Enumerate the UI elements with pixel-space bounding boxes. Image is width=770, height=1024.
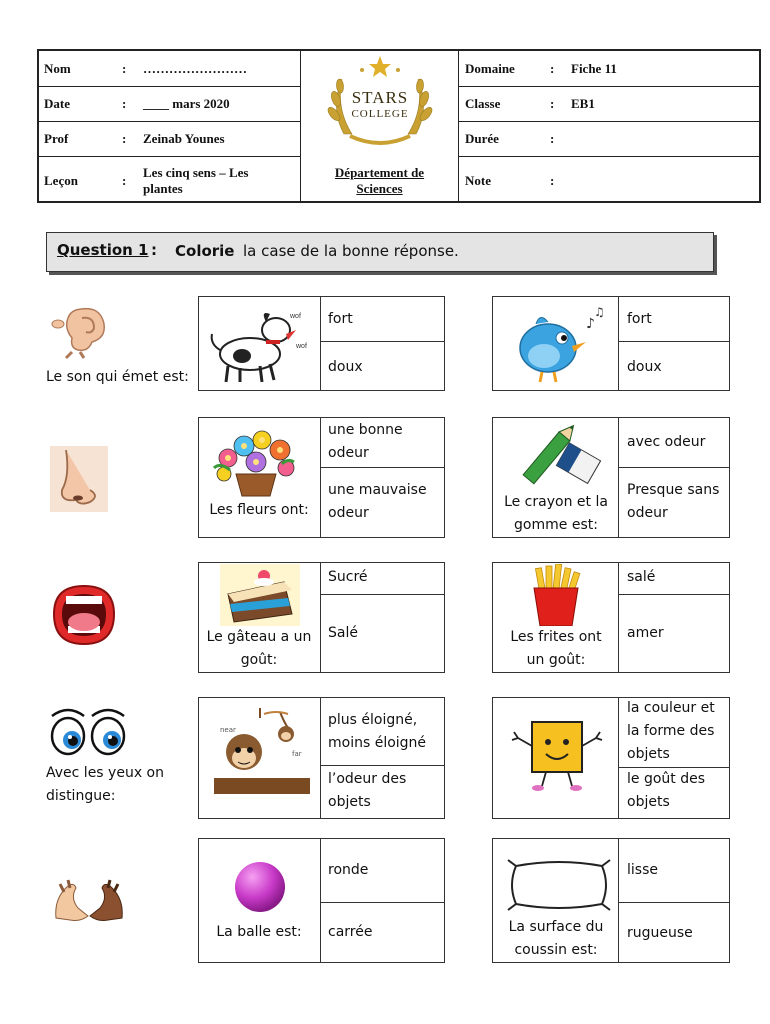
caption-line: Avec les yeux on [46, 765, 164, 781]
nom-value: …………………… [143, 61, 247, 76]
question-colon: : [151, 241, 157, 259]
box-divider [618, 562, 619, 673]
box-divider [618, 341, 730, 342]
box-divider [320, 902, 445, 903]
barking-dog-icon [206, 300, 312, 386]
option-1[interactable] [328, 709, 426, 755]
option-text: salé [627, 569, 656, 585]
option-2[interactable] [328, 921, 372, 944]
date-colon: : [122, 96, 127, 111]
option-2[interactable] [328, 622, 358, 645]
option-text: avec odeur [627, 434, 706, 450]
question-verb: Colorie [175, 242, 235, 260]
logo-text-college: COLLEGE [351, 108, 409, 120]
item-caption [495, 626, 617, 672]
near-label: near [220, 726, 236, 734]
header-row-line [37, 121, 300, 122]
pencil-eraser-icon [516, 420, 602, 488]
box-divider [618, 417, 619, 538]
far-label: far [292, 750, 302, 758]
option-text: la couleur et [627, 700, 715, 716]
lecon-colon: : [122, 173, 127, 188]
option-text: fort [627, 311, 652, 327]
box-divider [320, 296, 321, 391]
option-text: doux [627, 359, 662, 375]
svg-text:wof: wof [296, 343, 307, 350]
header-divider [458, 49, 459, 203]
header-row-line [37, 156, 300, 157]
logo-text-stars: STARS [351, 88, 409, 107]
option-1[interactable] [627, 859, 658, 882]
option-2[interactable] [328, 356, 363, 379]
flower-pot-icon [210, 428, 302, 498]
mouth-icon [50, 580, 118, 650]
option-text: ronde [328, 862, 369, 878]
caption-line: La surface du [508, 919, 604, 935]
option-text: doux [328, 359, 363, 375]
svg-text:♪: ♪ [586, 316, 595, 332]
caption-line: Le gâteau a un [206, 629, 312, 645]
option-text: Presque sans [627, 482, 720, 498]
caption-line: goût: [240, 652, 278, 668]
lecon-value-line1: Les cinq sens – Les [143, 165, 249, 180]
domaine-label: Domaine [465, 61, 515, 76]
item-caption: Les fleurs ont: [209, 502, 309, 518]
cake-icon [220, 564, 300, 626]
domaine-colon: : [550, 61, 555, 76]
box-divider [320, 765, 445, 766]
option-text: objets [627, 794, 670, 810]
fries-icon [528, 564, 584, 626]
nom-colon: : [122, 61, 127, 76]
box-divider [618, 902, 730, 903]
header-row-line [458, 121, 761, 122]
svg-text:♫: ♫ [594, 305, 605, 319]
option-text: une mauvaise [328, 482, 427, 498]
lecon-value-line2: plantes [143, 181, 183, 196]
option-text: la forme des [627, 723, 715, 739]
option-1[interactable] [627, 566, 655, 589]
department-label [301, 165, 458, 197]
singing-bird-icon [506, 302, 610, 386]
box-divider [320, 341, 445, 342]
item-caption [495, 491, 617, 537]
header-row-line [458, 86, 761, 87]
option-1[interactable] [328, 419, 403, 465]
caption-line: Les frites ont [510, 629, 602, 645]
option-text: objets [328, 794, 371, 810]
box-divider [320, 562, 321, 673]
caption-line: distingue: [46, 788, 116, 804]
option-text: odeur [328, 445, 369, 461]
prof-colon: : [122, 131, 127, 146]
classe-colon: : [550, 96, 555, 111]
monkeys-near-far-icon [214, 708, 310, 794]
option-text: une bonne [328, 422, 403, 438]
option-text: le goût des [627, 771, 706, 787]
eyes-icon [46, 702, 130, 758]
caption-line: Le crayon et la [504, 494, 608, 510]
question-banner [46, 232, 714, 272]
domaine-value: Fiche 11 [571, 61, 617, 76]
smiling-square-icon [510, 718, 606, 798]
option-1[interactable] [328, 859, 368, 882]
option-1[interactable] [627, 308, 652, 331]
lecon-label: Leçon [44, 173, 78, 188]
option-text: Salé [328, 625, 358, 641]
duree-colon: : [550, 131, 555, 146]
option-2[interactable] [627, 622, 664, 645]
option-2[interactable] [627, 922, 693, 945]
option-text: odeur [627, 505, 668, 521]
prof-value: Zeinab Younes [143, 131, 225, 146]
cushion-icon [506, 858, 612, 912]
caption-line: gomme est: [514, 517, 598, 533]
nose-icon [50, 446, 108, 512]
note-label: Note [465, 173, 491, 188]
note-colon: : [550, 173, 555, 188]
nom-label: Nom [44, 61, 71, 76]
date-label: Date [44, 96, 70, 111]
date-value: ____ mars 2020 [143, 96, 230, 111]
option-text: amer [627, 625, 664, 641]
option-2[interactable] [627, 356, 662, 379]
option-2[interactable] [328, 768, 406, 814]
box-divider [618, 838, 619, 963]
option-text: lisse [627, 862, 658, 878]
box-divider [618, 697, 619, 819]
duree-label: Durée [465, 131, 499, 146]
header-row-line [37, 86, 300, 87]
header-row-line [458, 156, 761, 157]
option-2[interactable] [627, 479, 719, 525]
question-label: Question 1 [57, 241, 149, 259]
caption-line: un goût: [526, 652, 586, 668]
sense-caption: Le son qui émet est: [46, 369, 189, 385]
option-1[interactable] [627, 697, 715, 766]
option-text: moins éloigné [328, 735, 427, 751]
option-text: rugueuse [627, 925, 693, 941]
option-text: l’odeur des [328, 771, 407, 787]
school-logo [322, 54, 438, 154]
department-line1: Département de [334, 165, 425, 180]
option-text: objets [627, 746, 670, 762]
item-caption [495, 916, 617, 962]
box-divider [320, 417, 321, 538]
classe-label: Classe [465, 96, 501, 111]
purple-ball-icon [233, 860, 287, 914]
option-2[interactable] [328, 479, 427, 525]
prof-label: Prof [44, 131, 69, 146]
option-text: Sucré [328, 569, 368, 585]
box-divider [618, 296, 619, 391]
svg-text:wof: wof [290, 313, 301, 320]
box-divider [320, 697, 321, 819]
department-line2: Sciences [356, 181, 403, 196]
option-1[interactable] [328, 566, 368, 589]
option-text: fort [328, 311, 353, 327]
box-divider [618, 467, 730, 468]
box-divider [320, 838, 321, 963]
option-1[interactable] [627, 431, 705, 454]
item-caption: La balle est: [216, 924, 302, 940]
option-1[interactable] [328, 308, 353, 331]
question-text: la case de la bonne réponse. [243, 242, 459, 260]
classe-value: EB1 [571, 96, 595, 111]
item-caption [200, 626, 318, 672]
sense-caption [46, 762, 164, 808]
hands-icon [50, 878, 128, 924]
option-text: plus éloigné, [328, 712, 418, 728]
ear-icon [48, 302, 116, 360]
caption-line: coussin est: [514, 942, 598, 958]
box-divider [618, 594, 730, 595]
option-2[interactable] [627, 768, 705, 814]
option-text: carrée [328, 924, 373, 940]
option-text: odeur [328, 505, 369, 521]
box-divider [320, 594, 445, 595]
box-divider [320, 467, 445, 468]
